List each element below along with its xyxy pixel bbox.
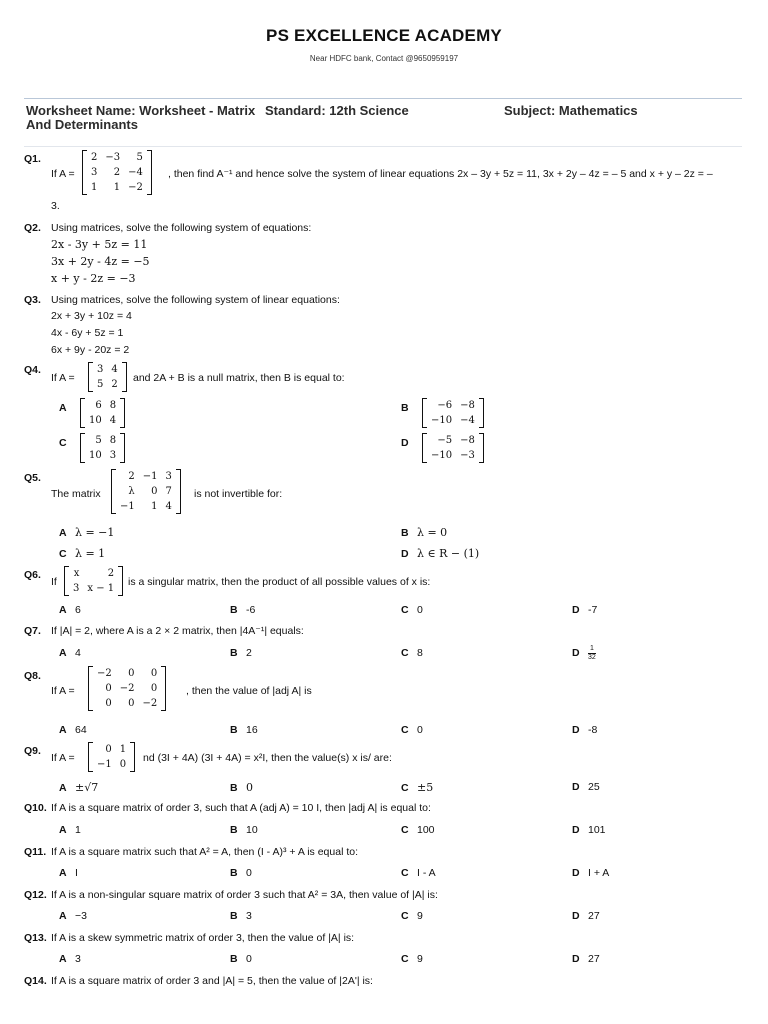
matrix-table: [69, 566, 118, 596]
option-a[interactable]: [59, 867, 78, 879]
question-number: Q5.: [24, 472, 41, 484]
question-number: Q1.: [24, 153, 41, 165]
option-letter: B: [230, 910, 238, 922]
option-letter: C: [401, 782, 409, 794]
option-value: λ = 1: [75, 547, 106, 560]
option-value: -6: [246, 604, 256, 616]
matrix: [90, 666, 164, 714]
matrix-cell: 4: [109, 415, 117, 426]
option-letter: B: [230, 604, 238, 616]
right-bracket: [122, 362, 127, 392]
right-bracket: [479, 433, 484, 463]
option-a[interactable]: [59, 824, 81, 836]
option-letter: D: [401, 548, 409, 560]
matrix-row: [93, 666, 161, 681]
option-value: 27: [588, 910, 600, 922]
left-bracket: [88, 742, 93, 772]
option-letter: B: [230, 824, 238, 836]
matrix-cell: −6: [437, 400, 453, 411]
matrix-table: [427, 398, 479, 428]
option-letter: D: [572, 604, 580, 616]
matrix-row: [85, 398, 120, 413]
matrix-cell: 1: [113, 182, 121, 193]
matrix-row: [85, 448, 120, 463]
matrix-table: [116, 469, 176, 514]
option-d[interactable]: [572, 824, 606, 836]
option-d[interactable]: [572, 604, 597, 616]
option-value: 16: [246, 724, 258, 736]
question-text: If A is a square matrix of order 3 and |A| = 5, then the value of |2A'| is:: [51, 975, 373, 987]
option-letter: C: [401, 724, 409, 736]
matrix-cell: 1: [151, 501, 158, 512]
matrix-row: [427, 398, 479, 413]
equation: 3x + 2y - 4z = −5: [51, 255, 150, 268]
option-letter: C: [59, 548, 67, 560]
option-a[interactable]: [59, 724, 87, 736]
option-c[interactable]: [401, 781, 433, 794]
matrix-cell: 2: [113, 167, 121, 178]
option-value: I + A: [588, 867, 610, 879]
equation: 2x + 3y + 10z = 4: [51, 310, 132, 322]
option-letter: D: [572, 647, 580, 660]
matrix-row: [427, 448, 479, 463]
right-bracket: [479, 398, 484, 428]
option-c[interactable]: [401, 953, 423, 965]
matrix-cell: 0: [128, 668, 135, 679]
option-letter: A: [59, 910, 67, 922]
question-number: Q12.: [24, 889, 47, 901]
left-bracket: [422, 433, 427, 463]
option-letter: A: [59, 782, 67, 794]
matrix-row: [69, 566, 118, 581]
option-d[interactable]: [572, 867, 609, 879]
option-letter: D: [401, 437, 409, 449]
matrix-table: [93, 742, 130, 772]
matrix-row: [427, 413, 479, 428]
matrix-row: [93, 757, 130, 772]
matrix-row: [427, 433, 479, 448]
option-value: ±5: [417, 781, 434, 794]
option-letter: B: [401, 402, 409, 414]
matrix-cell: 5: [95, 435, 102, 446]
question-text: The matrix: [51, 488, 101, 500]
option-letter: D: [572, 910, 580, 922]
option-a[interactable]: [59, 526, 114, 539]
matrix-cell: 3: [91, 167, 98, 178]
option-letter: B: [230, 782, 238, 794]
option-value: 64: [75, 724, 87, 736]
option-value: 101: [588, 824, 606, 836]
equation: 2x - 3y + 5z = 11: [51, 238, 148, 251]
matrix-cell: x − 1: [87, 583, 115, 594]
matrix-cell: 2: [91, 152, 98, 163]
matrix-cell: 7: [165, 486, 172, 497]
matrix-cell: 0: [105, 683, 112, 694]
matrix-cell: −2: [119, 683, 135, 694]
option-letter: C: [401, 867, 409, 879]
matrix-cell: 10: [89, 450, 102, 461]
option-d[interactable]: [401, 437, 417, 449]
divider: [24, 98, 742, 99]
option-value: 0: [417, 724, 423, 736]
option-letter: D: [572, 781, 580, 793]
matrix: [424, 398, 482, 431]
matrix-cell: −2: [142, 698, 158, 709]
option-value: λ = −1: [75, 526, 115, 539]
option-c[interactable]: [401, 824, 435, 836]
matrix-cell: 2: [111, 379, 118, 390]
option-b[interactable]: [230, 781, 253, 794]
option-letter: A: [59, 824, 67, 836]
option-c[interactable]: [401, 867, 436, 879]
fraction-denominator: 32: [588, 654, 596, 661]
option-letter: C: [401, 953, 409, 965]
matrix-cell: −10: [431, 450, 453, 461]
question-number: Q3.: [24, 294, 41, 306]
question-text: If A =: [51, 372, 75, 384]
matrix-cell: −8: [460, 435, 475, 446]
left-bracket: [82, 150, 87, 195]
matrix-cell: 2: [107, 568, 115, 579]
question-text: , then the value of |adj A| is: [186, 685, 312, 697]
option-letter: B: [230, 953, 238, 965]
subject-label: Subject: Mathematics: [504, 103, 638, 118]
question-number: Q6.: [24, 569, 41, 581]
right-bracket: [120, 433, 125, 463]
matrix-row: [87, 165, 147, 180]
option-a[interactable]: [59, 781, 98, 794]
option-value: 2: [246, 647, 252, 659]
option-b[interactable]: [401, 526, 447, 539]
matrix-row: [93, 696, 161, 711]
matrix-cell: 8: [109, 400, 117, 411]
option-a[interactable]: [59, 604, 81, 616]
left-bracket: [88, 362, 93, 392]
matrix: [82, 398, 123, 431]
question-number: Q8.: [24, 670, 41, 682]
matrix-cell: 4: [165, 501, 172, 512]
question-text: Using matrices, solve the following system of linear equations:: [51, 294, 340, 306]
option-letter: B: [230, 647, 238, 659]
question-text: 3.: [51, 200, 60, 212]
option-b[interactable]: [230, 824, 258, 836]
option-letter: B: [230, 867, 238, 879]
matrix-cell: 0: [105, 698, 112, 709]
worksheet-name: Worksheet Name: Worksheet - Matrix And Determinants: [26, 103, 256, 132]
equation: 4x - 6y + 5z = 1: [51, 327, 124, 339]
option-value: 6: [75, 604, 81, 616]
option-b[interactable]: [230, 867, 252, 879]
option-b[interactable]: [230, 724, 258, 736]
matrix-cell: 10: [89, 415, 102, 426]
matrix-cell: 5: [136, 152, 143, 163]
matrix: [84, 150, 150, 198]
matrix-cell: −4: [128, 167, 143, 178]
option-letter: A: [59, 647, 67, 659]
option-a[interactable]: [59, 647, 81, 659]
matrix-cell: −3: [105, 152, 121, 163]
left-bracket: [80, 433, 85, 463]
option-letter: A: [59, 527, 67, 539]
matrix-cell: −4: [460, 415, 475, 426]
matrix-cell: 2: [128, 471, 135, 482]
matrix-cell: 6: [95, 400, 102, 411]
option-value: 9: [417, 953, 423, 965]
left-bracket: [88, 666, 93, 711]
matrix: [90, 362, 125, 395]
matrix-cell: 0: [128, 698, 135, 709]
option-value: 3: [246, 910, 252, 922]
question-number: Q14.: [24, 975, 47, 987]
option-letter: A: [59, 867, 67, 879]
question-text: If A =: [51, 752, 75, 764]
question-text: nd (3I + 4A) (3I + 4A) = x²I, then the value(s) x is/ are:: [143, 752, 392, 764]
question-text: If A is a skew symmetric matrix of order 3, then the value of |A| is:: [51, 932, 355, 944]
option-value: -7: [588, 604, 598, 616]
matrix-cell: 0: [150, 668, 158, 679]
fraction: [588, 645, 596, 662]
question-text: is not invertible for:: [194, 488, 283, 500]
matrix-cell: −1: [142, 471, 158, 482]
question-number: Q13.: [24, 932, 47, 944]
matrix: [424, 433, 482, 466]
option-value: I - A: [417, 867, 436, 879]
right-bracket: [147, 150, 152, 195]
matrix-cell: −2: [128, 182, 143, 193]
option-value: 3: [75, 953, 81, 965]
option-value: ±√7: [75, 781, 99, 794]
matrix-cell: −1: [97, 759, 112, 770]
option-a[interactable]: [59, 910, 87, 922]
option-value: 8: [417, 647, 423, 659]
option-letter: A: [59, 724, 67, 736]
matrix-row: [87, 180, 147, 195]
option-value: 1: [75, 824, 81, 836]
question-text: , then find A⁻¹ and hence solve the system of linear equations 2x – 3y + 5z = 11, 3x + 2y – 4z = – 5 and x + y – 2z = –: [168, 168, 713, 180]
matrix-table: [85, 433, 120, 463]
matrix-row: [93, 377, 122, 392]
option-value: 0: [417, 604, 423, 616]
standard-label: Standard: 12th Science: [265, 103, 409, 118]
matrix-row: [85, 413, 120, 428]
matrix: [90, 742, 133, 775]
matrix-cell: −3: [460, 450, 475, 461]
divider: [24, 146, 742, 147]
question-text: If A is a non-singular square matrix of order 3 such that A² = 3A, then value of |A| is:: [51, 889, 438, 901]
option-letter: A: [59, 953, 67, 965]
question-text: If |A| = 2, where A is a 2 × 2 matrix, then |4A⁻¹| equals:: [51, 625, 304, 637]
option-value: 25: [588, 781, 600, 793]
option-letter: B: [401, 527, 409, 539]
option-letter: A: [59, 604, 67, 616]
matrix-cell: 8: [109, 435, 117, 446]
matrix-cell: −10: [431, 415, 453, 426]
question-text: If A =: [51, 685, 75, 697]
option-letter: C: [401, 910, 409, 922]
question-number: Q11.: [24, 846, 47, 858]
question-text: Using matrices, solve the following system of equations:: [51, 222, 312, 234]
right-bracket: [120, 398, 125, 428]
option-c[interactable]: [401, 604, 423, 616]
matrix-row: [116, 484, 176, 499]
matrix-cell: 1: [119, 744, 127, 755]
option-value: λ ∈ R − (1): [417, 547, 480, 560]
option-b[interactable]: [230, 953, 252, 965]
matrix-row: [116, 499, 176, 514]
matrix-cell: 3: [165, 471, 172, 482]
option-letter: A: [59, 402, 67, 414]
option-value: 27: [588, 953, 600, 965]
matrix-row: [116, 469, 176, 484]
matrix-cell: 0: [119, 759, 127, 770]
option-d[interactable]: [572, 910, 600, 922]
matrix-cell: −5: [437, 435, 453, 446]
left-bracket: [422, 398, 427, 428]
option-b[interactable]: [230, 647, 252, 659]
matrix: [113, 469, 179, 517]
matrix-cell: 4: [111, 364, 118, 375]
option-letter: C: [401, 604, 409, 616]
option-c[interactable]: [401, 724, 423, 736]
option-value: −3: [75, 910, 87, 922]
matrix-cell: 3: [109, 450, 117, 461]
question-text: If: [51, 576, 57, 588]
option-letter: D: [572, 867, 580, 879]
option-letter: B: [230, 724, 238, 736]
matrix: [66, 566, 121, 599]
matrix-cell: x: [73, 568, 80, 579]
option-d[interactable]: [572, 781, 600, 793]
left-bracket: [111, 469, 116, 514]
matrix-cell: 5: [97, 379, 104, 390]
option-letter: D: [572, 824, 580, 836]
matrix-cell: −2: [97, 668, 112, 679]
matrix-cell: 0: [151, 486, 158, 497]
right-bracket: [118, 566, 123, 596]
matrix-row: [69, 581, 118, 596]
matrix-cell: λ: [128, 486, 135, 497]
option-value: 9: [417, 910, 423, 922]
left-bracket: [64, 566, 69, 596]
option-letter: D: [572, 953, 580, 965]
matrix-cell: 0: [150, 683, 158, 694]
matrix-table: [93, 362, 122, 392]
question-number: Q4.: [24, 364, 41, 376]
option-value: 4: [75, 647, 81, 659]
option-value: 10: [246, 824, 258, 836]
left-bracket: [80, 398, 85, 428]
option-a[interactable]: [59, 402, 75, 414]
option-value: 100: [417, 824, 435, 836]
option-b[interactable]: [401, 402, 417, 414]
option-d[interactable]: [572, 953, 600, 965]
equation: x + y - 2z = −3: [51, 272, 136, 285]
option-letter: D: [572, 724, 580, 736]
academy-address: Near HDFC bank, Contact @9650959197: [309, 54, 459, 63]
question-text: is a singular matrix, then the product of all possible values of x is:: [128, 576, 431, 588]
matrix-cell: 3: [73, 583, 80, 594]
option-d[interactable]: [572, 724, 597, 736]
question-number: Q7.: [24, 625, 41, 637]
option-c[interactable]: [59, 437, 75, 449]
option-value: 0: [246, 953, 252, 965]
question-text: If A is a square matrix such that A² = A, then (I - A)³ + A is equal to:: [51, 846, 358, 858]
option-c[interactable]: [401, 647, 423, 659]
option-value: λ = 0: [417, 526, 448, 539]
question-number: Q2.: [24, 222, 41, 234]
matrix-row: [93, 742, 130, 757]
matrix-table: [93, 666, 161, 711]
option-c[interactable]: [59, 547, 105, 560]
option-b[interactable]: [230, 910, 252, 922]
matrix-table: [427, 433, 479, 463]
right-bracket: [176, 469, 181, 514]
matrix: [82, 433, 123, 466]
option-d[interactable]: [401, 547, 479, 560]
question-text: If A =: [51, 168, 75, 180]
question-number: Q10.: [24, 802, 47, 814]
matrix-row: [93, 681, 161, 696]
option-value: -8: [588, 724, 598, 736]
right-bracket: [161, 666, 166, 711]
option-value: 0: [246, 867, 252, 879]
matrix-cell: 1: [91, 182, 98, 193]
option-letter: C: [59, 437, 67, 449]
academy-title: PS EXCELLENCE ACADEMY: [266, 26, 502, 45]
question-number: Q9.: [24, 745, 41, 757]
question-text: and 2A + B is a null matrix, then B is equal to:: [133, 372, 345, 384]
option-b[interactable]: [230, 604, 255, 616]
matrix-row: [93, 362, 122, 377]
matrix-cell: −8: [460, 400, 475, 411]
option-value: 0: [246, 781, 253, 794]
matrix-cell: −1: [120, 501, 135, 512]
matrix-table: [85, 398, 120, 428]
option-letter: C: [401, 647, 409, 659]
matrix-row: [87, 150, 147, 165]
option-c[interactable]: [401, 910, 423, 922]
equation: 6x + 9y - 20z = 2: [51, 344, 130, 356]
option-d[interactable]: [572, 645, 596, 662]
matrix-cell: 0: [105, 744, 112, 755]
fraction-numerator: 1: [589, 645, 594, 652]
option-a[interactable]: [59, 953, 81, 965]
matrix-row: [85, 433, 120, 448]
right-bracket: [130, 742, 135, 772]
option-value: I: [75, 867, 78, 879]
matrix-cell: 3: [97, 364, 104, 375]
matrix-table: [87, 150, 147, 195]
option-letter: C: [401, 824, 409, 836]
question-text: If A is a square matrix of order 3, such that A (adj A) = 10 I, then |adj A| is equal to:: [51, 802, 431, 814]
